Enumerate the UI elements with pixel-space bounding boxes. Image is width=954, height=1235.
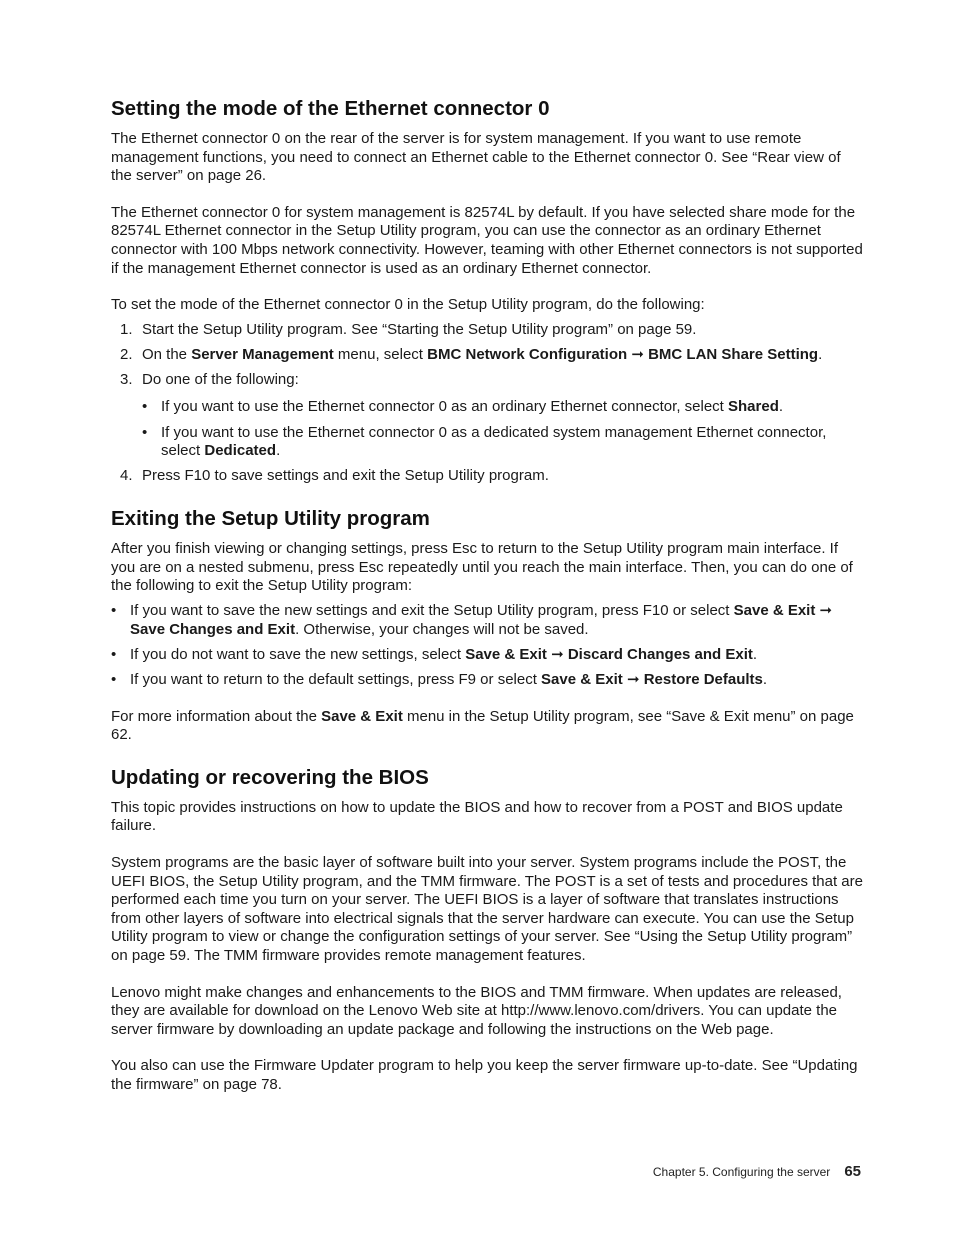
arrow-icon: ➞	[631, 346, 644, 364]
step-number: 4.	[120, 467, 133, 485]
bullet-text: If you do not want to save the new settings, select	[130, 645, 466, 663]
menu-name: Server Management	[191, 346, 334, 364]
section-title: Exiting the Setup Utility program	[111, 506, 430, 530]
paragraph: System programs are the basic layer of software built into your server. System programs include the POST, the UEFI BIOS, the Setup Utility program, and the TMM firmware. The POST is a set of tests and procedures that are performed each time you turn on your server. The UEFI BIOS is a layer of software that translates instructions from other layers of software into electrical signals that the server hardware can execute. You can use the Setup Utility program to view or change the configuration settings of your server. See “Using the Setup Utility program” on page 59. The TMM firmware provides remote management features.	[111, 853, 863, 964]
menu-name: Save & Exit	[321, 707, 403, 725]
sub-bullet-item	[142, 424, 863, 461]
menu-path: Discard Changes and Exit	[567, 645, 753, 663]
paragraph: The Ethernet connector 0 on the rear of the server is for system management. If you want to use remote management functions, you need to connect an Ethernet cable to the Ethernet connector 0. See “Rear view of the server” on page 26.	[111, 130, 841, 185]
bullet-text: If you want to save the new settings and exit the Setup Utility program, press F10 or select	[130, 602, 734, 620]
menu-path: BMC LAN Share Setting	[648, 346, 819, 364]
paragraph: To set the mode of the Ethernet connector 0 in the Setup Utility program, do the following:	[111, 296, 705, 314]
bullet-icon: •	[111, 645, 117, 663]
chapter-label: Chapter 5. Configuring the server	[652, 1165, 831, 1179]
step-text: Press F10 to save settings and exit the Setup Utility program.	[142, 467, 549, 485]
step-text: Do one of the following:	[142, 371, 299, 389]
bullet-icon: •	[142, 423, 148, 441]
bullet-item	[111, 671, 863, 690]
step-item	[111, 346, 863, 365]
bullet-icon: •	[111, 670, 117, 688]
bullet-text: . Otherwise, your changes will not be saved.	[295, 620, 589, 638]
bullet-text: .	[276, 442, 281, 460]
bullet-text: .	[752, 645, 758, 663]
step-text: .	[818, 346, 823, 364]
sub-bullet-item	[142, 398, 863, 417]
menu-path: Save & Exit	[465, 645, 547, 663]
step-item	[111, 321, 863, 340]
bullet-icon: •	[142, 397, 148, 415]
bullet-item	[111, 646, 863, 665]
step-item	[111, 371, 863, 460]
bullet-icon: •	[111, 602, 117, 620]
paragraph: Lenovo might make changes and enhancements to the BIOS and TMM firmware. When updates are released, they are available for download on the Lenovo Web site at http://www.lenovo.com/drivers. You can update the server firmware by downloading an update package and following the instructions on the Web page.	[111, 983, 842, 1038]
menu-path: Restore Defaults	[643, 670, 763, 688]
arrow-icon: ➞	[819, 602, 833, 620]
step-number: 2.	[120, 346, 133, 364]
paragraph-text: For more information about the	[111, 707, 322, 725]
arrow-icon: ➞	[626, 670, 640, 688]
arrow-icon: ➞	[551, 645, 564, 663]
document-page	[111, 96, 863, 1094]
numbered-steps	[111, 321, 863, 486]
option-name: Shared	[728, 397, 779, 415]
section-title: Updating or recovering the BIOS	[111, 765, 429, 789]
paragraph-text: menu in the Setup Utility program, see “Save & Exit menu” on page 62.	[111, 707, 854, 744]
bullet-text: .	[778, 397, 784, 415]
section-title: Setting the mode of the Ethernet connector 0	[111, 97, 550, 120]
bullet-item	[111, 602, 863, 639]
bullet-text: .	[762, 670, 768, 688]
step-text: menu, select	[333, 346, 428, 364]
step-text: Start the Setup Utility program. See “Starting the Setup Utility program” on page 59.	[142, 321, 697, 339]
bullet-text: If you want to use the Ethernet connector 0 as a dedicated system management Ethernet connector, select	[161, 423, 827, 460]
step-item	[111, 467, 863, 486]
menu-path: Save & Exit	[733, 602, 816, 620]
paragraph: After you finish viewing or changing settings, press Esc to return to the Setup Utility program main interface. If you are on a nested submenu, press Esc repeatedly until you reach the main interface. Then, you can do one of the following to exit the Setup Utility program:	[111, 539, 853, 595]
sub-bullet-list	[142, 398, 863, 461]
page-number: 65	[844, 1163, 861, 1180]
paragraph: The Ethernet connector 0 for system management is 82574L by default. If you have selected share mode for the 82574L Ethernet connector in the Setup Utility program, you can use the connector as an ordinary Ethernet connector with 100 Mbps network connectivity. However, teaming with other Ethernet connectors is not supported if the management Ethernet connector is used as an ordinary Ethernet connector.	[111, 203, 863, 277]
paragraph: You also can use the Firmware Updater program to help you keep the server firmware up-to-date. See “Updating the firmware” on page 78.	[111, 1057, 858, 1093]
step-number: 1.	[120, 321, 133, 339]
option-name: Dedicated	[204, 442, 277, 460]
menu-path: Save Changes and Exit	[130, 620, 296, 638]
menu-path: BMC Network Configuration	[427, 346, 628, 364]
bullet-text: If you want to return to the default settings, press F9 or select	[130, 670, 542, 688]
step-text: On the	[142, 346, 192, 364]
step-number: 3.	[120, 371, 133, 389]
bullet-list	[111, 602, 863, 689]
paragraph	[111, 708, 863, 745]
menu-path: Save & Exit	[541, 670, 623, 688]
paragraph: This topic provides instructions on how to update the BIOS and how to recover from a POST and BIOS update failure.	[111, 798, 843, 835]
bullet-text: If you want to use the Ethernet connector 0 as an ordinary Ethernet connector, select	[161, 397, 729, 415]
page-footer	[653, 1163, 861, 1180]
